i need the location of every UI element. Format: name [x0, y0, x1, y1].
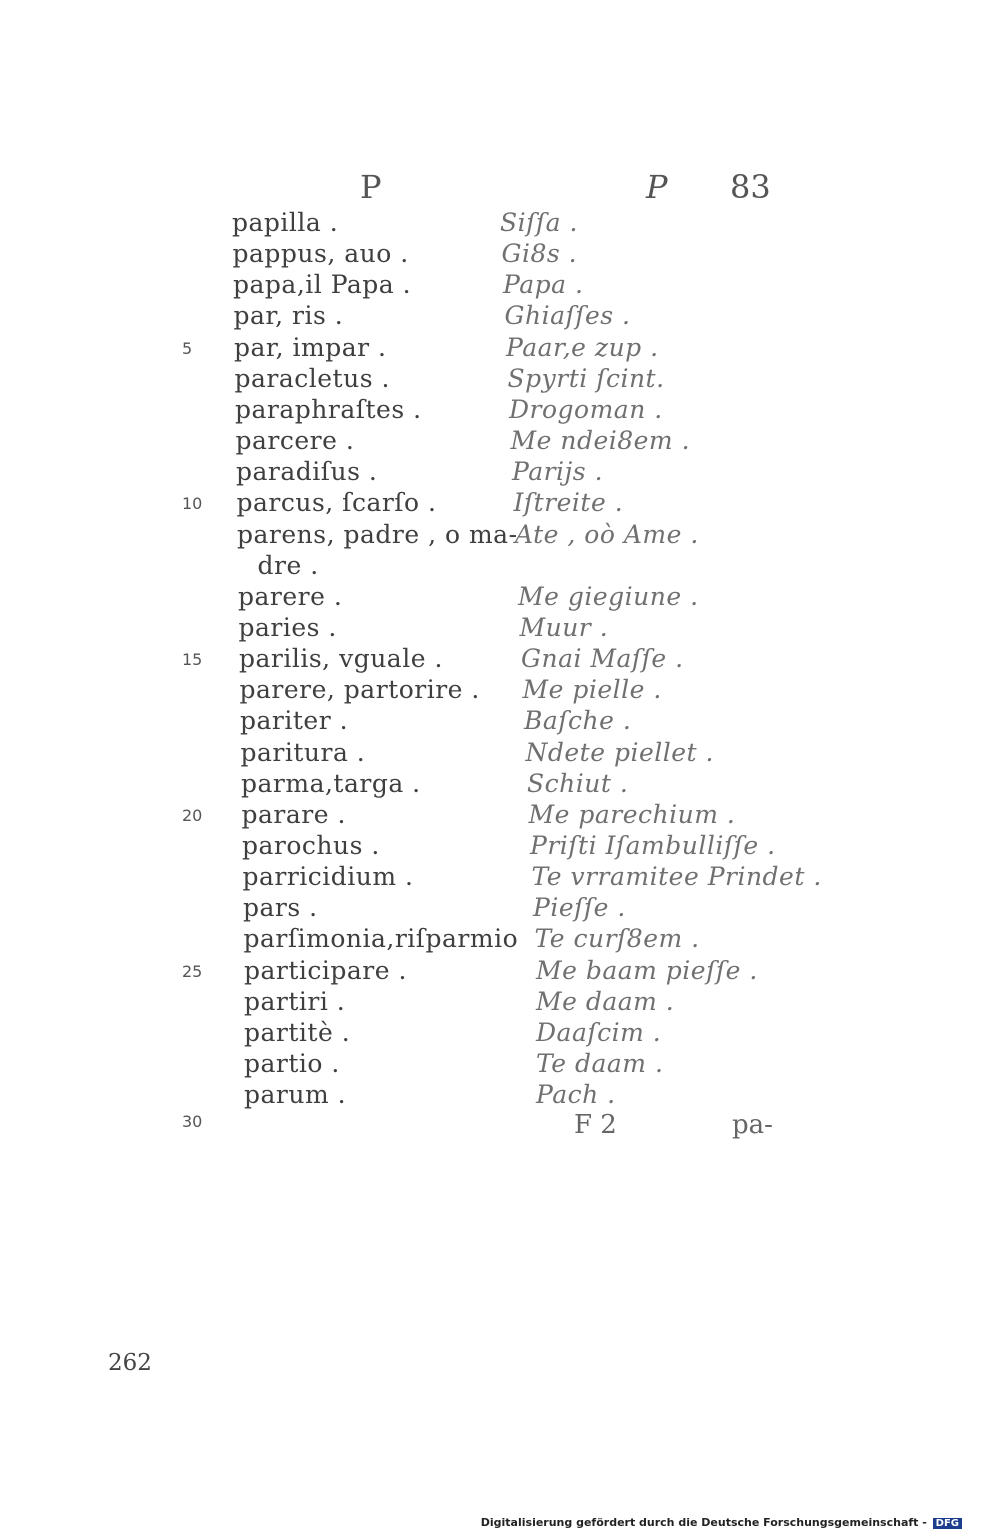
albanian-term: Gi8s . — [501, 239, 578, 269]
digitization-credit — [481, 1516, 962, 1529]
albanian-term: Ghiaſſes . — [504, 301, 631, 331]
latin-term: par, ris . — [233, 301, 344, 331]
header-page-number: 83 — [730, 168, 771, 206]
albanian-term: Me ndei8em . — [510, 426, 691, 456]
entry-row — [0, 395, 1000, 426]
entry-row — [0, 239, 1000, 270]
albanian-term: Pieſſe . — [533, 893, 626, 923]
latin-term: partitè . — [244, 1017, 351, 1047]
albanian-term: Me giegiune . — [518, 581, 699, 611]
entry-row — [0, 613, 1000, 644]
line-number: 10 — [182, 494, 203, 514]
albanian-term: Te vrramitee Prindet . — [531, 862, 822, 892]
entry-row — [0, 488, 1000, 519]
albanian-term: Gnai Maſſe . — [521, 644, 684, 674]
latin-term: parma,targa . — [241, 768, 421, 798]
entry-row — [0, 769, 1000, 800]
latin-term: paraphraſtes . — [235, 394, 422, 424]
line-number: 5 — [182, 338, 193, 358]
latin-term: parochus . — [242, 831, 380, 860]
entry-row — [0, 1049, 1000, 1080]
latin-term: parens, padre , o ma- — [237, 519, 518, 549]
entry-row — [0, 426, 1000, 457]
entry-row — [0, 1080, 1000, 1111]
albanian-term: Te daam . — [536, 1049, 664, 1079]
entry-row — [0, 987, 1000, 1018]
latin-term: parum . — [244, 1080, 347, 1110]
latin-term: parare . — [241, 799, 346, 829]
latin-term: papa,il Papa . — [233, 270, 412, 300]
albanian-term: Spyrti ſcint. — [507, 363, 665, 393]
albanian-term: Schiut . — [527, 768, 629, 798]
signature-mark: F 2 — [574, 1110, 617, 1140]
albanian-term: Baſche . — [524, 706, 632, 736]
entry-row — [0, 800, 1000, 831]
entry-row — [0, 644, 1000, 675]
albanian-term: Te curſ8em . — [534, 924, 700, 954]
albanian-term: Parijs . — [512, 457, 604, 487]
latin-term: parilis, vguale . — [239, 644, 443, 674]
latin-term: paracletus . — [234, 363, 390, 393]
latin-term: participare . — [244, 955, 407, 985]
latin-term: paradiſus . — [236, 457, 378, 487]
latin-term: partio . — [244, 1049, 340, 1079]
latin-term: parere . — [238, 581, 343, 611]
latin-term: pariter . — [240, 706, 349, 736]
entry-row — [0, 862, 1000, 893]
latin-term: paries . — [238, 612, 337, 642]
albanian-term: Siſſa . — [500, 208, 578, 237]
latin-term: parcere . — [235, 426, 355, 456]
dfg-logo: DFG — [933, 1518, 962, 1529]
line-number: 20 — [182, 805, 203, 825]
entry-row — [0, 706, 1000, 737]
albanian-term: Ate , oò Ame . — [515, 519, 699, 549]
albanian-term: Pach . — [536, 1080, 616, 1110]
entry-row — [0, 551, 1000, 582]
albanian-term: Me baam pieſſe . — [536, 955, 758, 985]
albanian-term: Ndete piellet . — [525, 737, 714, 767]
albanian-term: Me parechium . — [528, 799, 736, 829]
entry-row — [0, 831, 1000, 862]
entry-row — [0, 675, 1000, 706]
entry-row — [0, 582, 1000, 613]
catchword: pa- — [732, 1110, 773, 1140]
albanian-term: Me pielle . — [522, 675, 662, 705]
entry-row — [0, 457, 1000, 488]
albanian-term: Daaſcim . — [536, 1017, 662, 1047]
entry-row — [0, 301, 1000, 332]
latin-term: dre . — [257, 550, 319, 580]
latin-term: par, impar . — [234, 332, 387, 362]
albanian-term: Priſti Iſambulliſſe . — [530, 831, 776, 860]
header-letter-left: P — [360, 168, 382, 206]
latin-term: parere, partorire . — [239, 675, 480, 705]
entry-row — [0, 364, 1000, 395]
albanian-term: Paar,e zup . — [506, 332, 659, 362]
albanian-term: Papa . — [503, 270, 584, 300]
latin-term: parricidium . — [242, 862, 414, 892]
line-number: 25 — [182, 961, 203, 981]
latin-term: parcus, ſcarſo . — [236, 488, 437, 518]
line-number: 15 — [182, 650, 203, 670]
latin-term: pars . — [243, 893, 318, 923]
latin-term: parſimonia,riſparmio — [243, 924, 519, 954]
latin-term: paritura . — [240, 737, 366, 767]
entry-row — [0, 893, 1000, 924]
header-letter-right: P — [646, 168, 668, 206]
albanian-term: Me daam . — [536, 986, 675, 1016]
entry-row — [0, 956, 1000, 987]
archive-page-number: 262 — [108, 1350, 152, 1376]
latin-term: papilla . — [232, 208, 339, 237]
entry-row — [0, 333, 1000, 364]
entry-row — [0, 924, 1000, 955]
latin-term: partiri . — [244, 986, 346, 1016]
entry-row — [0, 738, 1000, 769]
credit-text: Digitalisierung gefördert durch die Deutsche Forschungsgemeinschaft - — [480, 1516, 927, 1529]
entry-row — [0, 270, 1000, 301]
albanian-term: Iſtreite . — [513, 488, 624, 518]
entry-row — [0, 520, 1000, 551]
entry-row — [0, 208, 1000, 239]
entry-row — [0, 1018, 1000, 1049]
albanian-term: Muur . — [519, 612, 609, 642]
latin-term: pappus, auo . — [232, 239, 409, 269]
line-number-30: 30 — [182, 1112, 203, 1131]
albanian-term: Drogoman . — [509, 394, 663, 424]
